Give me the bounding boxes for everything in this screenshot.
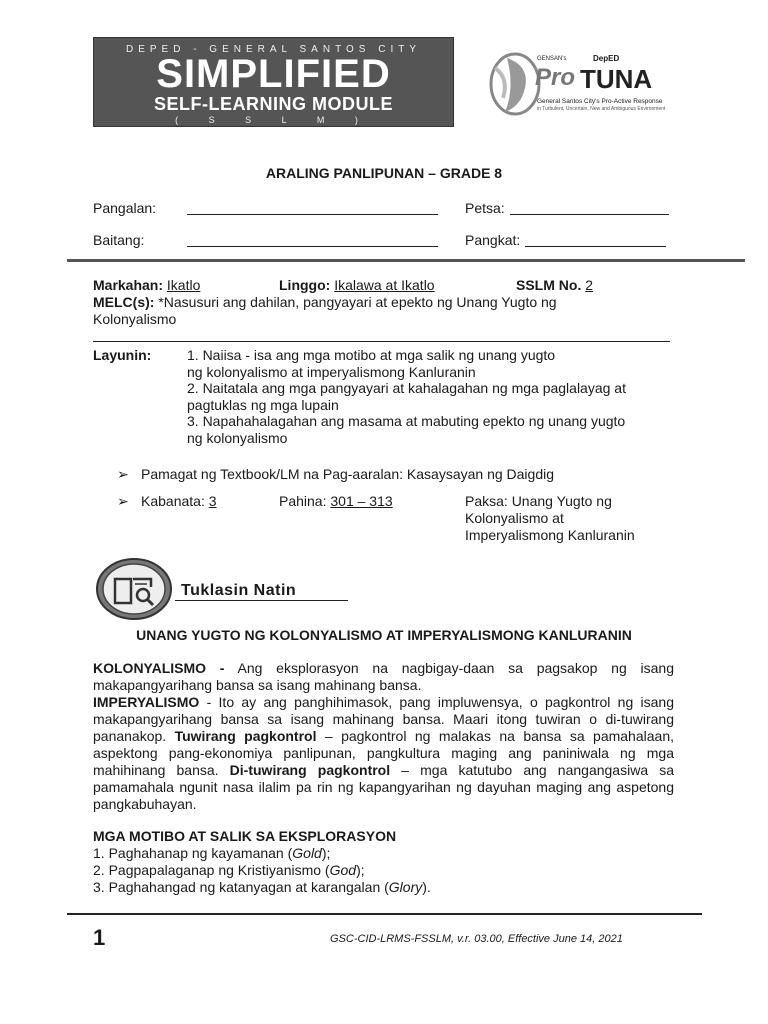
kabanata-label: Kabanata:	[141, 493, 205, 509]
layunin-line: ng kolonyalismo	[187, 429, 288, 446]
linggo-value: Ikalawa at Ikatlo	[334, 277, 435, 293]
petsa-label: Petsa:	[465, 200, 505, 216]
imperyalismo-paragraph	[93, 694, 674, 813]
book-magnifier-icon	[95, 557, 173, 621]
motibo-item-end: );	[321, 845, 331, 861]
logo-subtagline: in Turbulent, Uncertain, New and Ambiguous Environment	[537, 106, 666, 112]
petsa-field[interactable]	[510, 200, 669, 215]
markahan	[93, 277, 200, 293]
protuna-logo	[485, 44, 675, 122]
motibo-item-end: );	[356, 862, 365, 878]
bullet-arrow-icon: ➢	[117, 493, 129, 509]
ditu-term: Di-tuwirang pagkontrol	[229, 762, 391, 778]
logo-gensans: GENSAN's	[537, 56, 567, 62]
linggo-label: Linggo:	[279, 277, 331, 293]
kolonyalismo-term: KOLONYALISMO -	[93, 660, 225, 676]
sslm-label: SSLM No.	[516, 277, 582, 293]
pahina-value: 301 – 313	[330, 493, 393, 509]
imperyalismo-def: - Ito ay ang panghihimasok, pang impluwensya, o pagkontrol ng isang makapangyarihang bansa sa isang mahinang bansa. Maari itong tuwiran o di-tuwirang pananakop.	[93, 694, 674, 744]
kolonyalismo-def: Ang eksplorasyon na nagbigay-daan sa pagsakop ng isang makapangyarihang bansa sa isang mahinang bansa.	[93, 660, 674, 693]
kabanata	[141, 493, 217, 509]
document-code: GSC-CID-LRMS-FSSLM, v.r. 03.00, Effective June 14, 2021	[330, 933, 623, 945]
motibo-list	[93, 845, 431, 896]
imperyalismo-term: IMPERYALISMO	[93, 694, 200, 710]
layunin-line: 1. Naiisa - isa ang mga motibo at mga salik ng unang yugto	[187, 347, 556, 363]
layunin-line: 2. Naitatala ang mga pangyayari at kahalagahan ng mga paglalayag at	[187, 380, 626, 396]
lesson-title: UNANG YUGTO NG KOLONYALISMO AT IMPERYALISMONG KANLURANIN	[136, 627, 632, 643]
tuwiran-def: – pagkontrol ng malakas na bansa sa pamahalaan, aspektong pang-ekonomiya panlipunan, pangkultura maging ang paniniwala ng mga mahihinang bansa.	[93, 728, 674, 778]
melc-label: MELC(s):	[93, 294, 155, 310]
bullet-arrow-icon: ➢	[117, 466, 129, 482]
pangalan-field[interactable]	[187, 200, 438, 215]
paksa-line: Imperyalismong Kanluranin	[465, 527, 635, 543]
footer-divider	[67, 913, 702, 915]
motibo-item-text: 2. Pagpapalaganap ng Kristiyanismo (	[93, 862, 330, 878]
logo-tuna: TUNA	[580, 64, 653, 94]
motibo-heading: MGA MOTIBO AT SALIK SA EKSPLORASYON	[93, 828, 397, 844]
layunin-line: pagtuklas ng mga lupain	[187, 396, 339, 413]
layunin-label: Layunin:	[93, 347, 152, 363]
section-title-underline	[175, 600, 348, 601]
layunin-list	[187, 347, 687, 446]
sslm-banner	[93, 37, 454, 127]
textbook-title: Pamagat ng Textbook/LM na Pag-aaralan: Kasaysayan ng Daigdig	[141, 466, 555, 482]
melc-underline	[93, 341, 670, 342]
melc	[93, 294, 693, 310]
motibo-item-em: God	[329, 862, 357, 878]
logo-pro: Pro	[535, 64, 576, 91]
sslm-value: 2	[585, 277, 594, 293]
motibo-item	[93, 845, 431, 862]
pangkat-field[interactable]	[525, 232, 666, 247]
markahan-label: Markahan:	[93, 277, 164, 293]
kabanata-value: 3	[208, 493, 217, 509]
markahan-value: Ikatlo	[166, 277, 201, 293]
layunin-line: ng kolonyalismo at imperyalismong Kanluranin	[187, 363, 476, 380]
section-title: Tuklasin Natin	[181, 582, 297, 599]
motibo-item-em: Gold	[292, 845, 322, 861]
baitang-field[interactable]	[187, 232, 438, 247]
banner-main-text: SIMPLIFIED	[156, 52, 391, 96]
logo-deped: DepED	[593, 54, 620, 63]
banner-abbr-text: ( S S L M )	[175, 115, 372, 125]
baitang-label: Baitang:	[93, 232, 145, 248]
subject-title: ARALING PANLIPUNAN – GRADE 8	[265, 165, 503, 181]
paksa	[465, 493, 635, 544]
tuwiran-term: Tuwirang pagkontrol	[174, 728, 317, 744]
ditu-def: – mga katutubo ang nangangasiwa sa pamamahala ngunit nasa ilalim pa rin ng kapangyarihan ng dayuhan maging ang aspetong pangkabuhayan.	[93, 762, 675, 812]
kolonyalismo-paragraph	[93, 660, 674, 694]
banner-top-text: DEPED - GENERAL SANTOS CITY	[125, 44, 422, 55]
linggo	[279, 277, 435, 293]
banner-sub-text: SELF-LEARNING MODULE	[154, 94, 393, 114]
melc-text: *Nasusuri ang dahilan, pangyayari at epekto ng Unang Yugto ng	[158, 294, 557, 310]
motibo-item	[93, 879, 431, 896]
paksa-line: Kolonyalismo at	[465, 510, 564, 526]
pahina	[279, 493, 393, 509]
motibo-item-text: 1. Paghahanap ng kayamanan (	[93, 845, 293, 861]
pangkat-label: Pangkat:	[465, 232, 521, 248]
motibo-item-em: Glory	[388, 879, 423, 895]
sslm-no	[516, 277, 593, 293]
motibo-item	[93, 862, 431, 879]
motibo-item-text: 3. Paghahangad ng katanyagan at karangalan (	[93, 879, 389, 895]
logo-tagline: General Santos City's Pro-Active Response	[537, 98, 663, 105]
melc-text-cont: Kolonyalismo	[93, 311, 177, 327]
pahina-label: Pahina:	[279, 493, 327, 509]
pangalan-label: Pangalan:	[93, 200, 157, 216]
motibo-item-end: ).	[422, 879, 431, 895]
section-divider	[67, 259, 745, 262]
layunin-line: 3. Napahahalagahan ang masama at mabuting epekto ng unang yugto	[187, 413, 626, 429]
page-number: 1	[93, 925, 106, 950]
paksa-line: Paksa: Unang Yugto ng	[465, 493, 612, 509]
